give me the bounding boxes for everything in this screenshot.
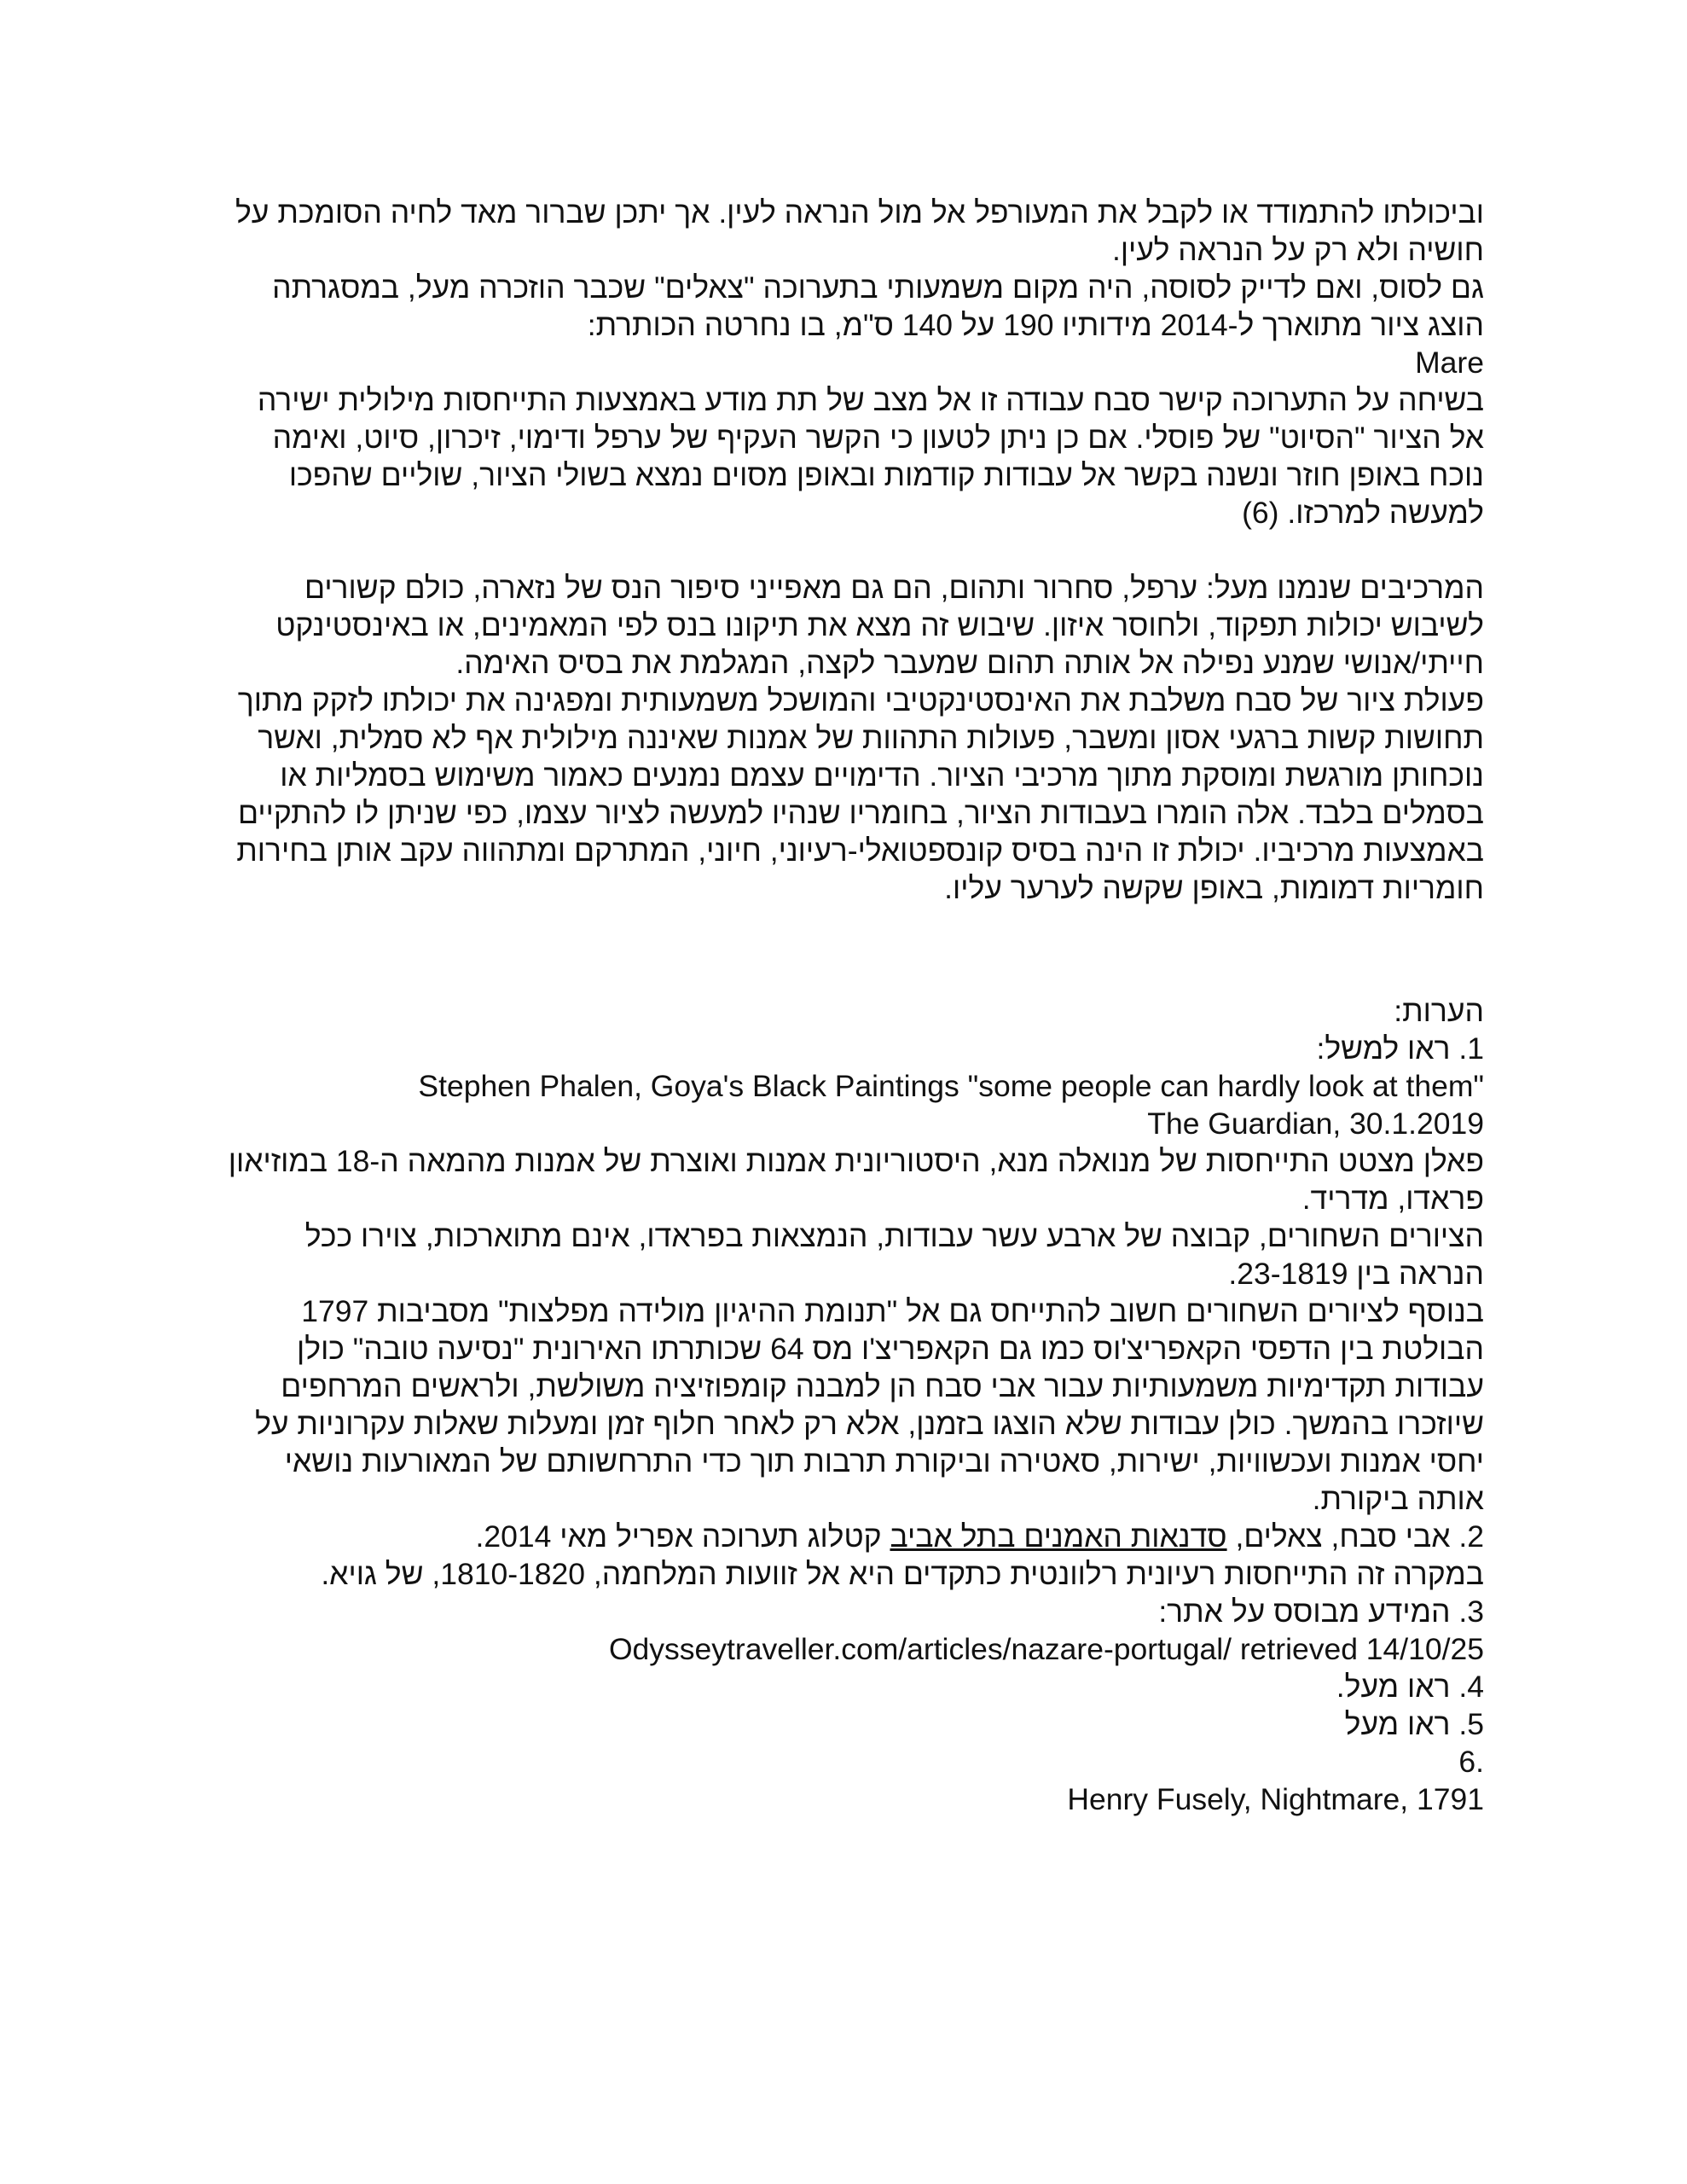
note-1-reference-line-1: Stephen Phalen, Goya's Black Paintings "some people can hardly look at them" bbox=[418, 1069, 1484, 1103]
note-6-label: .6 bbox=[1458, 1745, 1484, 1779]
body-paragraph-2: גם לסוס, ואם לדייק לסוסה, היה מקום משמעותי בתערוכה "צאלים" שכבר הוזכרה מעל, במסגרתה הוצג ציור מתוארך ל-2014 מידותיו 190 על 140 ס"מ, בו נחרטה הכותרת: bbox=[272, 270, 1484, 342]
note-2-suffix: קטלוג תערוכה אפריל מאי 2014. bbox=[475, 1519, 890, 1554]
artwork-title: Mare bbox=[1415, 346, 1484, 380]
note-1-reference-line-2: The Guardian, 30.1.2019 bbox=[1147, 1107, 1484, 1141]
note-1-label: 1. ראו למשל: bbox=[1316, 1031, 1484, 1066]
note-4: 4. ראו מעל. bbox=[1336, 1670, 1484, 1704]
note-2-line bbox=[217, 1518, 1484, 1555]
body-paragraph-4: המרכיבים שנמנו מעל: ערפל, סחרור ותהום, הם גם מאפייני סיפור הנס של נזארה, כולם קשורים לשיבוש יכולות תפקוד, ולחוסר איזון. שיבוש זה מצא את תיקונו בנס לפי המאמינים, או באינסטינקט חייתי/אנושי שמנע נפילה אל אותה תהום שמעבר לקצה, המגלמת את בסיס האימה. פעולת ציור של סבח משלבת את האינסטינקטיבי והמושכל משמעותית ומפגינה את יכולתו לזקק מתוך תחושות קשות ברגעי אסון ומשבר, פעולות התהוות של אמנות שאיננה מילולית אף לא סמלית, ואשר נוכחותן מורגשת ומוסקת מתוך מרכיבי הציור. הדימויים עצמם נמנעים כאמור משימוש בסמליות או בסמלים בלבד. אלה הומרו בעבודות הציור, בחומריו שנהיו למעשה לציור עצמו, כפי שניתן לו להתקיים באמצעות מרכיביו. יכולת זו הינה בסיס קונספטואלי-רעיוני, חיוני, המתרקם ומתהווה עקב אותן בחירות חומריות דמומות, באופן שקשה לערער עליו. bbox=[236, 571, 1484, 905]
note-1-text: פאלן מצטט התייחסות של מנואלה מנא, היסטוריונית אמנות ואוצרת של אמנות מהמאה ה-18 במוזיאון פראדו, מדריד. הציורים השחורים, קבוצה של ארבע עשר עבודות, הנמצאות בפראדו, אינם מתוארכות, צוירו ככל הנראה בין 23-1819. בנוסף לציורים השחורים חשוב להתייחס גם אל "תנומת ההיגיון מולידה מפלצות" מסביבות 1797 הבולטת בין הדפסי הקאפריצ'וס כמו גם הקאפריצ'ו מס 64 שכותרתו האירונית "נסיעה טובה" כולן עבודות תקדימיות משמעותיות עבור אבי סבח הן למבנה קומפוזיציה משולשת, ולראשים המרחפים שיוזכרו בהמשך. כולן עבודות שלא הוצגו בזמנן, אלא רק לאחר חלוף זמן ומעלות שאלות עקרוניות על יחסי אמנות ועכשוויות, ישירות, סאטירה וביקורת תרבות תוך כדי התרחשותם של המאורעות נושאי אותה ביקורת. bbox=[228, 1144, 1484, 1516]
note-5: 5. ראו מעל bbox=[1344, 1707, 1484, 1741]
note-2-publisher: סדנאות האמנים בתל אביב bbox=[890, 1519, 1227, 1554]
body-paragraph-1: וביכולתו להתמודד או לקבל את המעורפל אל מול הנראה לעין. אך יתכן שברור מאד לחיה הסומכת על חושיה ולא רק על הנראה לעין. bbox=[235, 195, 1484, 267]
body-paragraph-3: בשיחה על התערוכה קישר סבח עבודה זו אל מצב של תת מודע באמצעות התייחסות מילולית ישירה אל הציור "הסיוט" של פוסלי. אם כן ניתן לטעון כי הקשר העקיף של ערפל ודימוי, זיכרון, סיוט, ואימה נוכח באופן חוזר ונשנה בקשר אל עבודות קודמות ובאופן מסוים נמצא בשולי הציור, שוליים שהפכו למעשה למרכזו. (6) bbox=[257, 383, 1484, 530]
note-2-prefix: 2. אבי סבח, צאלים, bbox=[1226, 1519, 1484, 1554]
notes-heading: הערות: bbox=[1394, 994, 1484, 1028]
note-3-label: 3. המידע מבוסס על אתר: bbox=[1158, 1594, 1484, 1629]
note-3-reference: Odysseytraveller.com/articles/nazare-portugal/ retrieved 14/10/25 bbox=[608, 1632, 1484, 1666]
note-2-text: במקרה זה התייחסות רעיונית רלוונטית כתקדים היא אל זוועות המלחמה, 1810-1820, של גויא. bbox=[321, 1557, 1484, 1591]
note-6-reference: Henry Fusely, Nightmare, 1791 bbox=[1067, 1782, 1484, 1816]
